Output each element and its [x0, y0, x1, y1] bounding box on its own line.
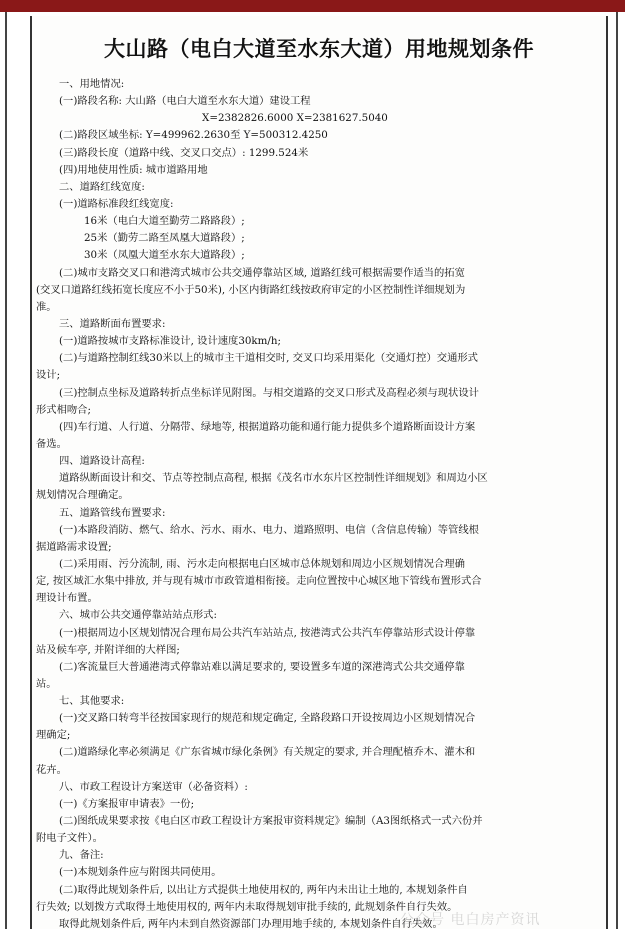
- text-line: 四、道路设计高程:: [59, 455, 145, 468]
- document-title: 大山路（电白大道至水东大道）用地规划条件: [104, 37, 534, 61]
- text-line: (二)道路绿化率必须满足《广东省城市绿化条例》有关规定的要求, 并合理配植乔木、灌木和: [59, 746, 476, 759]
- text-line: (一)本路段消防、燃气、给水、污水、雨水、电力、道路照明、电信（含信息传输）等管线根: [59, 523, 479, 536]
- text-line: (一)道路标准段红线宽度:: [59, 197, 174, 210]
- document-body: [32, 76, 606, 929]
- text-line: 一、用地情况:: [59, 78, 125, 90]
- text-line: X=2382826.6000 X=2381627.5040: [202, 112, 388, 125]
- text-line: (二)客流量巨大普通港湾式停靠站难以满足要求的, 要设置多车道的深港湾式公共交通停靠: [59, 660, 465, 673]
- text-line: 准。: [36, 300, 57, 313]
- document-page: [30, 16, 608, 929]
- top-banner: [0, 0, 625, 12]
- text-line: (二)与道路控制红线30米以上的城市主干道相交时, 交叉口均采用渠化（交通灯控）交通形式: [59, 352, 478, 365]
- text-line: 附电子文件）。: [36, 832, 103, 845]
- text-line: 二、道路红线宽度:: [59, 180, 145, 193]
- text-line: (一)路段名称: 大山路（电白大道至水东大道）建设工程: [59, 95, 311, 108]
- text-line: 规划情况合理确定。: [36, 489, 129, 502]
- text-line: 八、市政工程设计方案送审（必备资料）:: [59, 780, 248, 793]
- text-line: 站及候车亭, 并附详细的大样图;: [36, 643, 180, 656]
- text-line: (二)路段区域坐标: Y=499962.2630至 Y=500312.4250: [59, 129, 328, 142]
- text-line: 形式相吻合;: [36, 403, 91, 416]
- text-line: 16米（电白大道至勤劳二路路段）;: [84, 215, 245, 228]
- text-line: (交叉口道路红线拓宽长度应不小于50米), 小区内街路红线按政府审定的小区控制性详细规划为: [36, 283, 466, 296]
- text-line: 设计;: [36, 369, 61, 382]
- text-line: 取得此规划条件后, 两年内未到自然资源部门办理用地手续的, 本规划条件自行失效。: [59, 917, 443, 929]
- text-line: (四)用地使用性质: 城市道路用地: [59, 163, 208, 176]
- text-line: 理设计布置。: [36, 592, 98, 605]
- text-line: 据道路需求设置;: [36, 540, 112, 553]
- text-line: (一)《方案报审申请表》一份;: [59, 797, 195, 810]
- text-line: 站。: [36, 677, 57, 690]
- text-line: 道路纵断面设计和交、节点等控制点高程, 根据《茂名市水东片区控制性详细规划》和周边小区: [59, 472, 488, 485]
- text-line: 五、道路管线布置要求:: [59, 506, 166, 519]
- text-line: 定, 按区域汇水集中排放, 并与现有城市市政管道相衔接。走向位置按中心城区地下管线布置形式合: [36, 575, 482, 588]
- text-line: (一)本规划条件应与附图共同使用。: [59, 866, 222, 879]
- text-line: 六、城市公共交通停靠站站点形式:: [59, 609, 217, 622]
- text-line: (一)道路按城市支路标准设计, 设计速度30km/h;: [59, 335, 282, 348]
- left-frame-line: [5, 12, 7, 929]
- text-line: (二)取得此规划条件后, 以出让方式提供土地使用权的, 两年内未出让土地的, 本规划条件自: [59, 883, 468, 896]
- text-line: (三)路段长度（道路中线、交叉口交点）: 1299.524米: [59, 146, 309, 159]
- text-line: (一)根据周边小区规划情况合理布局公共汽车站站点, 按港湾式公共汽车停靠站形式设计停靠: [59, 626, 476, 639]
- watermark: 公众号 电白房产资讯: [400, 912, 541, 928]
- text-line: 行失效; 以划拨方式取得土地使用权的, 两年内未取得规划审批手续的, 此规划条件自行失效。: [36, 900, 458, 913]
- text-line: 理确定;: [36, 729, 71, 742]
- text-line: (二)城市支路交叉口和港湾式城市公共交通停靠站区域, 道路红线可根据需要作适当的拓宽: [59, 266, 465, 279]
- text-line: 备选。: [36, 437, 67, 450]
- text-line: 七、其他要求:: [59, 695, 125, 708]
- text-line: (二)图纸成果要求按《电白区市政工程设计方案报审资料规定》编制（A3图纸格式一式六份并: [59, 815, 483, 828]
- text-line: 花卉。: [36, 763, 67, 776]
- text-line: (四)车行道、人行道、分隔带、绿地等, 根据道路功能和通行能力提供多个道路断面设计方案: [59, 420, 476, 433]
- right-frame-line: [616, 12, 618, 929]
- text-line: 30米（凤凰大道至水东大道路段）;: [84, 249, 245, 262]
- text-line: 三、道路断面布置要求:: [59, 317, 166, 330]
- text-line: 25米（勤劳二路至凤凰大道路段）;: [84, 232, 245, 245]
- text-line: (一)交叉路口转弯半径按国家现行的规范和规定确定, 全路段路口开设按周边小区规划情况合: [59, 712, 476, 725]
- text-line: (三)控制点坐标及道路转折点坐标详见附图。与相交道路的交叉口形式及高程必须与现状设计: [59, 386, 479, 399]
- text-line: 九、备注:: [59, 849, 104, 862]
- text-line: (二)采用雨、污分流制, 雨、污水走向根据电白区城市总体规划和周边小区规划情况合理确: [59, 557, 465, 570]
